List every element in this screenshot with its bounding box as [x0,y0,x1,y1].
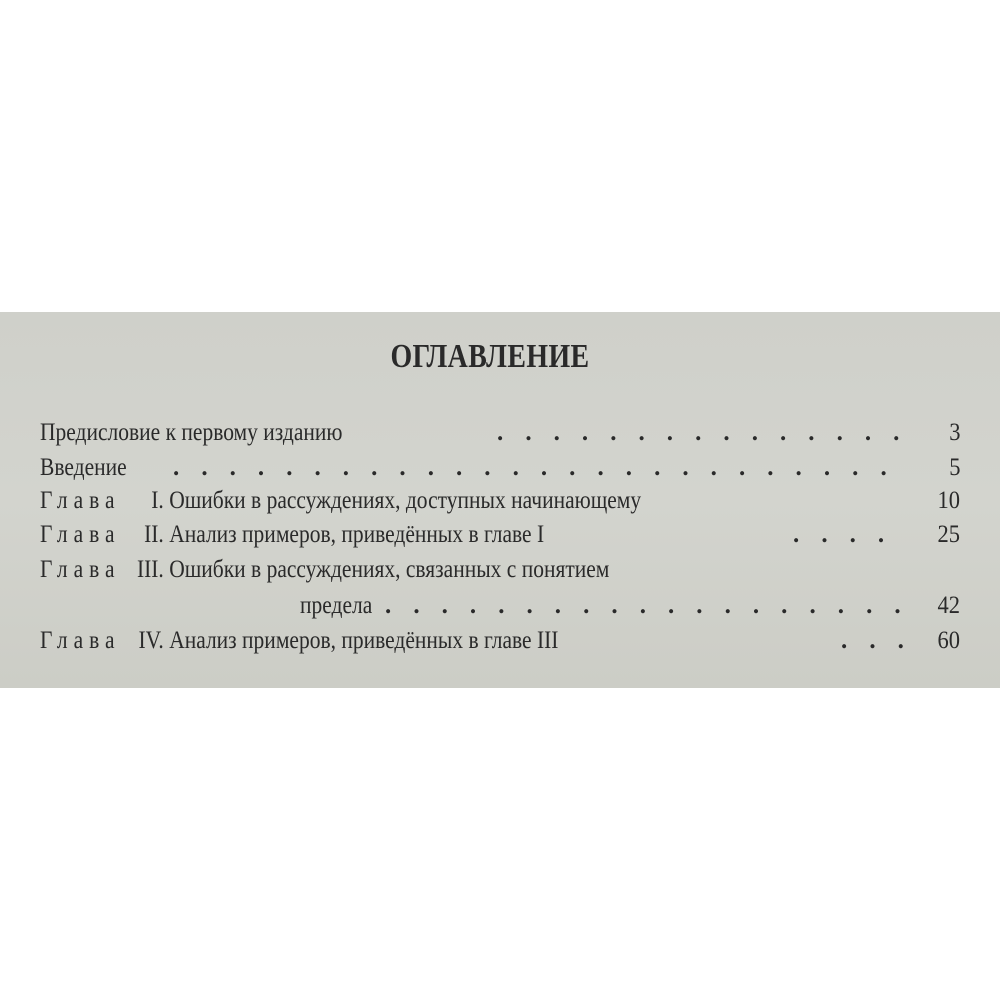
chapter-number: IV. [138,627,164,654]
chapter-prefix: Глава [40,521,121,548]
toc-entry-introduction [40,453,960,483]
toc-entry-preface [40,418,960,448]
entry-label: Анализ примеров, приведённых в главе III [169,627,559,654]
chapter-number: III. [136,556,164,583]
page-title: ОГЛАВЛЕНИЕ [390,338,590,375]
toc-entry-chapter-1 [40,486,960,516]
page-number: 42 [937,592,960,619]
entry-label: Ошибки в рассуждениях, доступных начинающему [169,487,642,514]
dot-leader: . . . . [793,521,885,548]
chapter-prefix: Глава [40,627,121,654]
dot-leader: . . . . . . . . . . . . . . . [497,419,900,446]
dot-leader: . . . . . . . . . . . . . . . . . . . . . . . . . . [173,454,887,481]
toc-entry-chapter-3-cont [40,591,960,621]
entry-label: Предисловие к первому изданию [40,419,343,446]
page-number: 25 [937,521,960,548]
chapter-prefix: Глава [40,487,121,514]
toc-entry-chapter-2 [40,520,960,550]
entry-label: Ошибки в рассуждениях, связанных с понятием [169,556,610,583]
page-number: 10 [937,487,960,514]
page-number: 60 [937,627,960,654]
chapter-prefix: Глава [40,556,121,583]
chapter-number: I. [151,487,164,514]
toc-entry-chapter-4 [40,626,960,656]
entry-label-continuation: предела [300,592,373,619]
entry-label: Анализ примеров, приведённых в главе I [169,521,545,548]
page-number: 5 [948,454,960,481]
dot-leader: . . . . . . . . . . . . . . . . . . . [385,592,901,619]
page-number: 3 [948,419,960,446]
contents-page [0,312,1000,688]
chapter-number: II. [144,521,164,548]
dot-leader: . . . [841,627,904,654]
entry-label: Введение [40,454,127,481]
toc-entry-chapter-3 [40,555,960,585]
